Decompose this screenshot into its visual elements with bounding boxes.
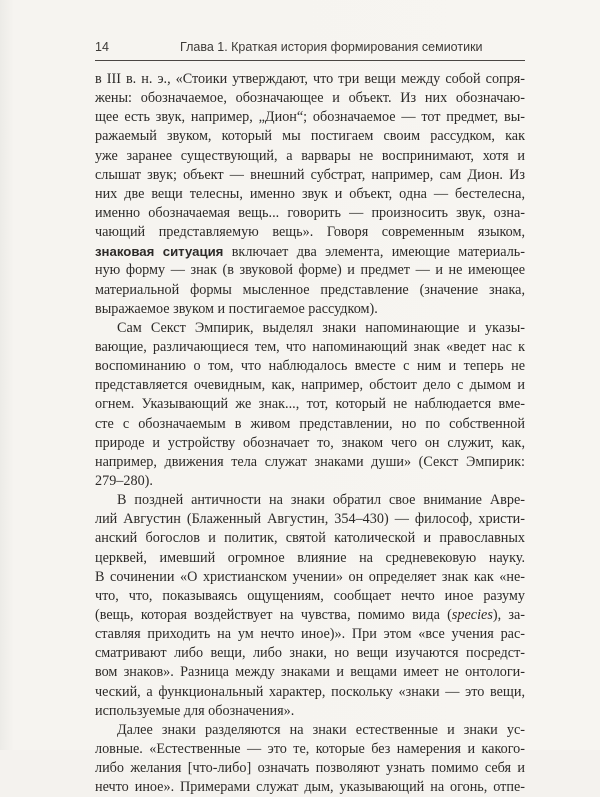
line-text: чающий представляемую вещь». Говоря современным языком,	[95, 224, 525, 241]
text-line	[95, 147, 525, 166]
line-text: что, что, показываясь ощущениям, сообщает нечто иное разуму	[95, 587, 525, 604]
text-line	[95, 778, 525, 797]
text-line	[95, 721, 525, 740]
text-line	[95, 453, 525, 472]
line-text: материальной формы мысленное представление (значение знака,	[95, 281, 525, 298]
text-line	[95, 740, 525, 759]
chapter-title: Глава 1. Краткая история формирования семиотики	[180, 40, 483, 54]
text-line	[95, 376, 525, 395]
text-line	[95, 510, 525, 529]
line-text: ), за-	[492, 606, 526, 623]
text-line	[95, 204, 525, 223]
line-text: уже заранее существующий, а варвары не воспринимают, хотя и	[95, 147, 525, 164]
text-line	[95, 702, 525, 721]
line-text: огнем. Указывающий же знак..., тот, который не наблюдается вме-	[95, 396, 525, 413]
text-line	[95, 108, 525, 127]
line-text: сте с обозначаемым в живом представлении, но по собственной	[95, 415, 525, 432]
line-text: ражаемый звуком, который мы постигаем своим рассудком, как	[95, 128, 525, 145]
line-text: Далее знаки разделяются на знаки естественные и знаки ус-	[117, 721, 525, 738]
page-number: 14	[95, 40, 109, 54]
text-line	[95, 663, 525, 682]
text-line	[95, 549, 525, 568]
line-text: вающие, различающиеся тем, что напоминающий знак «ведет нас к	[95, 338, 525, 355]
text-line	[95, 434, 525, 453]
line-text: (вещь, которая воздействует на чувства, помимо вида (	[95, 606, 452, 623]
line-text: них две вещи телесны, именно звук и объект, одна — бестелесна,	[95, 185, 525, 202]
text-line	[95, 357, 525, 376]
line-text: лий Августин (Блаженный Августин, 354–430) — философ, христи-	[95, 511, 525, 528]
line-text: природе и устройству обозначает то, знаком чего он служит, как,	[95, 434, 525, 451]
line-text: используемые для обозначения».	[95, 702, 295, 719]
line-text: ставляя приходить на ум нечто иное)». При этом «все учения рас-	[95, 626, 525, 643]
text-line	[95, 683, 525, 702]
line-text: вом знаков». Разница между знаками и вещами имеет не онтологи-	[95, 664, 525, 681]
text-line	[95, 185, 525, 204]
line-text: щее есть звук, например, „Дион“; обозначаемое — тот предмет, вы-	[95, 109, 525, 126]
text-line	[95, 759, 525, 778]
line-text: слышат звук; объект — внешний субстрат, например, сам Дион. Из	[95, 166, 525, 183]
line-text: сматривают либо вещи, либо знаки, но вещи изучаются посредст-	[95, 645, 525, 662]
line-text: включает два элемента, имеющие материаль-	[223, 244, 525, 261]
text-line	[95, 223, 525, 242]
line-text: ную форму — знак (в звуковой форме) и предмет — и не имеющее	[95, 262, 525, 279]
text-line	[95, 472, 525, 491]
text-line	[95, 300, 525, 319]
text-line	[95, 70, 525, 89]
italic-term: species	[451, 606, 493, 623]
text-line	[95, 281, 525, 300]
line-text: жены: обозначаемое, обозначающее и объект. Из них обозначаю-	[95, 90, 525, 107]
line-text: выражаемое звуком и постигаемое рассудком).	[95, 300, 378, 317]
bold-term: знаковая ситуация	[95, 244, 224, 260]
line-text: церквей, имевший огромное влияние на средневековую науку.	[95, 549, 525, 566]
line-text: В сочинении «О христианском учении» он определяет знак как «не-	[95, 568, 525, 585]
text-line	[95, 338, 525, 357]
line-text: анский богослов и политик, святой католической и православных	[95, 530, 525, 547]
line-text: В поздней античности на знаки обратил свое внимание Авре-	[117, 492, 525, 509]
body-text	[95, 70, 525, 797]
line-text: например, движения тела служат знаками души» (Секст Эмпирик:	[95, 453, 525, 470]
line-text: либо желания [что-либо] означать позволяют узнать помимо себя и	[95, 760, 525, 777]
line-text: нечто иное». Примерами служат дым, указывающий на огонь, отпе-	[95, 779, 525, 796]
text-line	[95, 529, 525, 548]
line-text: 279–280).	[95, 472, 153, 489]
text-line	[95, 568, 525, 587]
line-text: именно обозначаемая вещь... говорить — произносить звук, озна-	[95, 204, 525, 221]
text-line	[95, 89, 525, 108]
line-text: Сам Секст Эмпирик, выделял знаки напоминающие и указы-	[117, 319, 525, 336]
text-line	[95, 242, 525, 261]
text-line	[95, 415, 525, 434]
text-line	[95, 395, 525, 414]
line-text: воспоминанию о том, что наблюдалось вместе с ним и теперь не	[95, 358, 525, 375]
text-line	[95, 625, 525, 644]
text-line	[95, 166, 525, 185]
running-header	[95, 30, 525, 61]
text-line	[95, 261, 525, 280]
text-line	[95, 319, 525, 338]
text-line	[95, 587, 525, 606]
text-line	[95, 606, 525, 625]
line-text: ческий, а функциональный характер, поскольку «знаки — это вещи,	[95, 683, 525, 700]
line-text: ловные. «Естественные — это те, которые без намерения и какого-	[95, 740, 525, 757]
line-text: в III в. н. э., «Стоики утверждают, что три вещи между собой сопря-	[95, 71, 525, 87]
text-line	[95, 127, 525, 146]
text-line	[95, 644, 525, 663]
line-text: представляется очевидным, как, например, обстоит дело с дымом и	[95, 377, 525, 394]
text-line	[95, 491, 525, 510]
